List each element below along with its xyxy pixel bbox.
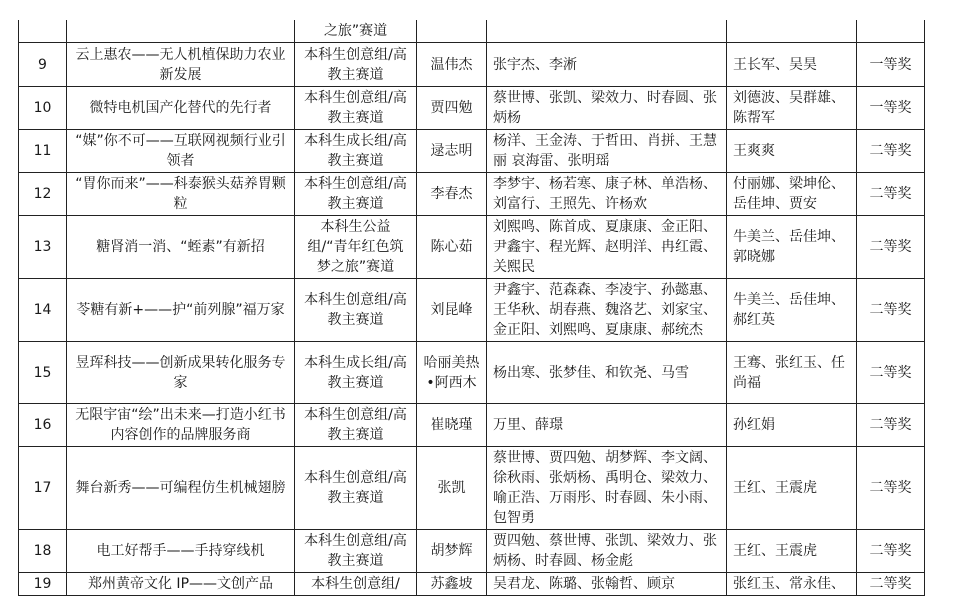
table-row [19, 573, 925, 596]
cell-members: 杨洋、王金涛、于哲田、肖拼、王慧丽 哀海雷、张明瑶 [487, 130, 727, 173]
cell-number: 19 [19, 573, 67, 596]
cell-members: 杨出寒、张梦佳、和钦尧、马雪 [487, 342, 727, 404]
cell-advisors: 王红、王震虎 [727, 447, 857, 530]
cell-members: 尹鑫宇、范森森、李凌宇、孙懿惠、王华秋、胡春燕、魏洛艺、刘家宝、金正阳、刘熙鸣、夏康康、郝统杰 [487, 279, 727, 342]
table-row [19, 43, 925, 87]
table-row [19, 342, 925, 404]
cell-project-name: 郑州黄帝文化 IP——文创产品 [67, 573, 295, 596]
cell-number: 10 [19, 87, 67, 130]
cell-award: 二等奖 [857, 279, 925, 342]
table-row-partial [19, 20, 925, 43]
cell-number: 9 [19, 43, 67, 87]
cell-advisors [727, 20, 857, 43]
cell-project-name: 云上惠农——无人机植保助力农业新发展 [67, 43, 295, 87]
cell-award [857, 20, 925, 43]
table-row [19, 279, 925, 342]
table-row [19, 216, 925, 279]
cell-project-name: 昱珲科技——创新成果转化服务专家 [67, 342, 295, 404]
cell-advisors: 牛美兰、岳佳坤、郭晓娜 [727, 216, 857, 279]
cell-members: 蔡世博、贾四勉、胡梦辉、李文阔、徐秋雨、张炳杨、禹明仓、梁效力、喻正浩、万雨彤、时春圆、朱小雨、包智勇 [487, 447, 727, 530]
cell-advisors: 孙红娟 [727, 404, 857, 447]
award-table [18, 20, 925, 596]
cell-leader: 逯志明 [417, 130, 487, 173]
table-row [19, 404, 925, 447]
table-row [19, 173, 925, 216]
cell-advisors: 王骞、张红玉、任尚福 [727, 342, 857, 404]
cell-number: 13 [19, 216, 67, 279]
cell-members: 贾四勉、蔡世博、张凯、梁效力、张炳杨、时春圆、杨金彪 [487, 530, 727, 573]
cell-members: 张宇杰、李淅 [487, 43, 727, 87]
cell-advisors: 牛美兰、岳佳坤、郝红英 [727, 279, 857, 342]
cell-number: 15 [19, 342, 67, 404]
cell-group: 本科生成长组/高教主赛道 [295, 342, 417, 404]
cell-award: 一等奖 [857, 43, 925, 87]
cell-leader: 刘昆峰 [417, 279, 487, 342]
table-row [19, 87, 925, 130]
cell-project-name: 苓糖有新+——护“前列腺”福万家 [67, 279, 295, 342]
cell-project-name: “胃你而来”——科泰猴头菇养胃颗粒 [67, 173, 295, 216]
cell-leader: 贾四勉 [417, 87, 487, 130]
cell-leader: 张凯 [417, 447, 487, 530]
cell-number: 18 [19, 530, 67, 573]
cell-number: 14 [19, 279, 67, 342]
table-row [19, 530, 925, 573]
cell-leader: 温伟杰 [417, 43, 487, 87]
cell-members: 万里、薛璟 [487, 404, 727, 447]
cell-advisors: 付丽娜、梁坤伦、岳佳坤、贾安 [727, 173, 857, 216]
cell-group: 本科生成长组/高教主赛道 [295, 130, 417, 173]
cell-group: 本科生创意组/高教主赛道 [295, 87, 417, 130]
cell-number: 16 [19, 404, 67, 447]
cell-group: 本科生公益组/“青年红色筑梦之旅”赛道 [295, 216, 417, 279]
cell-group: 本科生创意组/高教主赛道 [295, 173, 417, 216]
table-row [19, 130, 925, 173]
cell-project-name: 糖肾消一消、“蛭素”有新招 [67, 216, 295, 279]
cell-members: 吴君龙、陈璐、张翰哲、顾京 [487, 573, 727, 596]
cell-group: 本科生创意组/高教主赛道 [295, 447, 417, 530]
cell-members [487, 20, 727, 43]
cell-award: 二等奖 [857, 130, 925, 173]
cell-members: 蔡世博、张凯、梁效力、时春圆、张炳杨 [487, 87, 727, 130]
cell-group: 本科生创意组/ [295, 573, 417, 596]
cell-award: 二等奖 [857, 173, 925, 216]
cell-members: 李梦宇、杨若寒、康子林、单浩杨、刘富行、王照先、许杨欢 [487, 173, 727, 216]
cell-leader: 哈丽美热•阿西木 [417, 342, 487, 404]
cell-project-name: 舞台新秀——可编程仿生机械翅膀 [67, 447, 295, 530]
cell-leader: 苏鑫坡 [417, 573, 487, 596]
cell-project-name: 微特电机国产化替代的先行者 [67, 87, 295, 130]
cell-leader [417, 20, 487, 43]
cell-leader: 李春杰 [417, 173, 487, 216]
cell-award: 二等奖 [857, 216, 925, 279]
cell-leader: 崔晓瑾 [417, 404, 487, 447]
cell-award: 二等奖 [857, 447, 925, 530]
cell-award: 二等奖 [857, 342, 925, 404]
table-body [19, 20, 925, 596]
cell-group: 本科生创意组/高教主赛道 [295, 530, 417, 573]
cell-number [19, 20, 67, 43]
cell-group: 本科生创意组/高教主赛道 [295, 43, 417, 87]
cell-award: 一等奖 [857, 87, 925, 130]
table-row [19, 447, 925, 530]
cell-number: 11 [19, 130, 67, 173]
cell-leader: 胡梦辉 [417, 530, 487, 573]
cell-group: 本科生创意组/高教主赛道 [295, 279, 417, 342]
cell-project-name: 电工好帮手——手持穿线机 [67, 530, 295, 573]
cell-advisors: 王爽爽 [727, 130, 857, 173]
cell-number: 17 [19, 447, 67, 530]
cell-project-name [67, 20, 295, 43]
cell-number: 12 [19, 173, 67, 216]
cell-award: 二等奖 [857, 530, 925, 573]
cell-advisors: 王红、王震虎 [727, 530, 857, 573]
cell-leader: 陈心茹 [417, 216, 487, 279]
cell-award: 二等奖 [857, 404, 925, 447]
cell-advisors: 刘德波、吴群雄、陈帮军 [727, 87, 857, 130]
cell-advisors: 王长军、吴昊 [727, 43, 857, 87]
cell-project-name: 无限宇宙“绘”出未来—打造小红书内容创作的品牌服务商 [67, 404, 295, 447]
cell-group: 之旅”赛道 [295, 20, 417, 43]
cell-award: 二等奖 [857, 573, 925, 596]
cell-members: 刘熙鸣、陈首成、夏康康、金正阳、尹鑫宇、程光辉、赵明洋、冉红霞、关熙民 [487, 216, 727, 279]
cell-advisors: 张红玉、常永佳、 [727, 573, 857, 596]
cell-project-name: “媒”你不可——互联网视频行业引领者 [67, 130, 295, 173]
cell-group: 本科生创意组/高教主赛道 [295, 404, 417, 447]
